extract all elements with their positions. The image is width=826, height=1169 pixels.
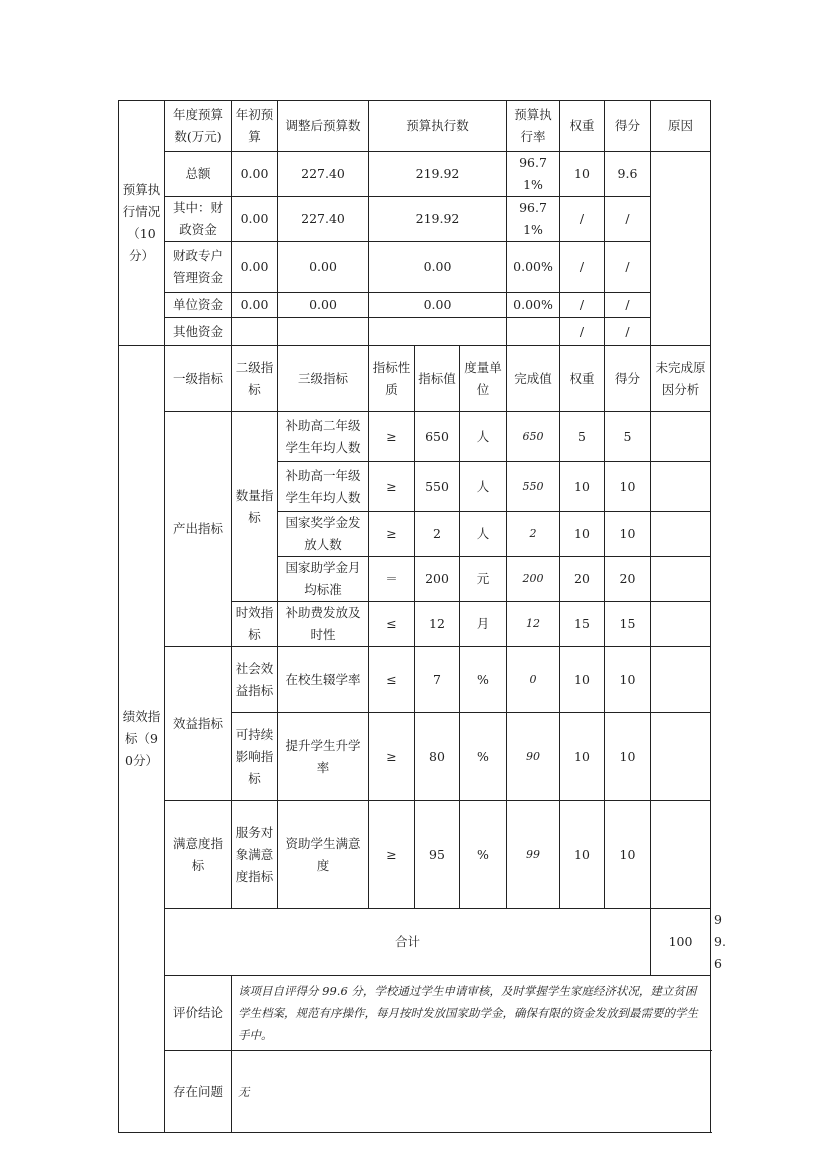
issues-text: 无 bbox=[232, 1051, 711, 1133]
issues-label: 存在问题 bbox=[165, 1051, 232, 1133]
level3-indicator: 国家奖学金发放人数 bbox=[278, 512, 369, 557]
level3-indicator: 补助高一年级学生年均人数 bbox=[278, 462, 369, 512]
budget-score: / bbox=[605, 242, 651, 293]
budget-header: 调整后预算数 bbox=[278, 101, 369, 152]
budget-adjusted bbox=[278, 318, 369, 346]
budget-section-label: 预算执行情况（10分） bbox=[119, 101, 165, 346]
completed-value: 550 bbox=[507, 462, 560, 512]
level3-indicator: 资助学生满意度 bbox=[278, 801, 369, 909]
total-label: 合计 bbox=[165, 909, 651, 976]
budget-rate: 0.00% bbox=[507, 242, 560, 293]
incomplete-reason bbox=[651, 713, 711, 801]
budget-initial: 0.00 bbox=[232, 242, 278, 293]
indicator-value: 95 bbox=[415, 801, 460, 909]
indicator-score: 20 bbox=[605, 557, 651, 602]
level3-indicator: 补助高二年级学生年均人数 bbox=[278, 412, 369, 462]
budget-weight: / bbox=[560, 197, 605, 242]
indicator-score: 10 bbox=[605, 801, 651, 909]
budget-adjusted: 227.40 bbox=[278, 197, 369, 242]
perf-header: 度量单位 bbox=[460, 346, 507, 412]
budget-score: 9.6 bbox=[605, 152, 651, 197]
indicator-score: 10 bbox=[605, 647, 651, 713]
level3-indicator: 补助费发放及时性 bbox=[278, 602, 369, 647]
perf-header: 未完成原因分析 bbox=[651, 346, 711, 412]
indicator-score: 10 bbox=[605, 462, 651, 512]
indicator-unit: % bbox=[460, 713, 507, 801]
budget-weight: 10 bbox=[560, 152, 605, 197]
completed-value: 90 bbox=[507, 713, 560, 801]
indicator-value: 7 bbox=[415, 647, 460, 713]
indicator-score: 10 bbox=[605, 512, 651, 557]
perf-header: 得分 bbox=[605, 346, 651, 412]
perf-header: 指标性质 bbox=[369, 346, 415, 412]
perf-header: 权重 bbox=[560, 346, 605, 412]
incomplete-reason bbox=[651, 557, 711, 602]
budget-initial: 0.00 bbox=[232, 152, 278, 197]
budget-initial bbox=[232, 318, 278, 346]
level2-sustain: 可持续影响指标 bbox=[232, 713, 278, 801]
indicator-weight: 15 bbox=[560, 602, 605, 647]
budget-header: 原因 bbox=[651, 101, 711, 152]
level1-satisfaction: 满意度指标 bbox=[165, 801, 232, 909]
indicator-score: 5 bbox=[605, 412, 651, 462]
indicator-nature: ≤ bbox=[369, 647, 415, 713]
level3-indicator: 提升学生升学率 bbox=[278, 713, 369, 801]
budget-header: 年度预算数(万元) bbox=[165, 101, 232, 152]
budget-rate: 96.71% bbox=[507, 197, 560, 242]
performance-section-label: 绩效指标（90分） bbox=[119, 346, 165, 1133]
perf-header: 二级指标 bbox=[232, 346, 278, 412]
indicator-unit: % bbox=[460, 647, 507, 713]
indicator-unit: 人 bbox=[460, 412, 507, 462]
budget-row-name: 总额 bbox=[165, 152, 232, 197]
budget-row-name: 其中：财政资金 bbox=[165, 197, 232, 242]
indicator-weight: 10 bbox=[560, 801, 605, 909]
indicator-value: 12 bbox=[415, 602, 460, 647]
budget-adjusted: 0.00 bbox=[278, 242, 369, 293]
budget-score: / bbox=[605, 318, 651, 346]
budget-header: 年初预算 bbox=[232, 101, 278, 152]
indicator-nature: ≥ bbox=[369, 412, 415, 462]
indicator-nature: ≥ bbox=[369, 512, 415, 557]
level1-benefit: 效益指标 bbox=[165, 647, 232, 801]
incomplete-reason bbox=[651, 512, 711, 557]
perf-header: 指标值 bbox=[415, 346, 460, 412]
budget-initial: 0.00 bbox=[232, 293, 278, 318]
indicator-value: 2 bbox=[415, 512, 460, 557]
budget-adjusted: 0.00 bbox=[278, 293, 369, 318]
budget-row-name: 财政专户管理资金 bbox=[165, 242, 232, 293]
incomplete-reason bbox=[651, 412, 711, 462]
indicator-nature: ≥ bbox=[369, 713, 415, 801]
conclusion-text: 该项目自评得分 99.6 分，学校通过学生申请审核，及时掌握学生家庭经济状况，建立贫困学生档案，规范有序操作，每月按时发放国家助学金，确保有限的资金发放到最需要的学生手中。 bbox=[232, 976, 711, 1051]
perf-header: 三级指标 bbox=[278, 346, 369, 412]
budget-row-name: 单位资金 bbox=[165, 293, 232, 318]
budget-executed: 219.92 bbox=[369, 152, 507, 197]
indicator-value: 200 bbox=[415, 557, 460, 602]
indicator-score: 15 bbox=[605, 602, 651, 647]
incomplete-reason bbox=[651, 801, 711, 909]
incomplete-reason bbox=[651, 647, 711, 713]
budget-header: 预算执行数 bbox=[369, 101, 507, 152]
budget-score: / bbox=[605, 197, 651, 242]
indicator-unit: 月 bbox=[460, 602, 507, 647]
completed-value: 12 bbox=[507, 602, 560, 647]
indicator-unit: 人 bbox=[460, 462, 507, 512]
indicator-score: 10 bbox=[605, 713, 651, 801]
indicator-value: 550 bbox=[415, 462, 460, 512]
evaluation-table: 预算执行情况（10分） 年度预算数(万元) 年初预算 调整后预算数 预算执行数 预算执行率 权重 得分 原因 总额 0.00 227.40 219.92 96.71% 10 9.6 其中：财政资金 0.00 227.40 219.92 96.71% / / 财政专户管理资金 0.00 0.00 0.00 0.00% / / 单位资金 0.00 0.00 0.00 0.00% / / 其他资金 / / 绩效指标（90分） 一级指标 二级指标 三级指标 指标性质 指标值 度量单位 完成值 权重 得分 未完成原因分析 产出指标 数量指标 补助高二年级学生年均人数 ≥ 650 人 650 5 5 补助高一年级学生年均人数 ≥ 550 人 550 10 10 国家奖学金发放人数 ≥ 2 人 2 10 10 国家助学金月均标准 ＝ 200 元 200 20 20 时效指标 补助费发放及时性 ≤ 12 月 12 15 15 效益指标 社会效益指标 在校生辍学率 ≤ 7 % 0 10 10 可持续影响指标 提升学生升学率 ≥ 80 % 90 10 10 满意度指标 服务对象满意度指标 资助学生满意度 ≥ 95 % 99 10 10 合计 100 99.6 评价结论 该项目自评得分 99.6 分，学校通过学生申请审核，及时掌握学生家庭经济状况，建立贫困学生档案，规范有序操作，每月按时发放国家助学金，确保有限的资金发放到最需要的学生手中。 存在问题 无 bbox=[118, 100, 711, 1133]
indicator-nature: ＝ bbox=[369, 557, 415, 602]
level3-indicator: 国家助学金月均标准 bbox=[278, 557, 369, 602]
completed-value: 0 bbox=[507, 647, 560, 713]
budget-reason bbox=[651, 152, 711, 346]
level2-social: 社会效益指标 bbox=[232, 647, 278, 713]
budget-weight: / bbox=[560, 318, 605, 346]
budget-executed: 0.00 bbox=[369, 242, 507, 293]
indicator-weight: 10 bbox=[560, 462, 605, 512]
conclusion-label: 评价结论 bbox=[165, 976, 232, 1051]
completed-value: 2 bbox=[507, 512, 560, 557]
budget-initial: 0.00 bbox=[232, 197, 278, 242]
indicator-nature: ≥ bbox=[369, 801, 415, 909]
budget-executed: 219.92 bbox=[369, 197, 507, 242]
budget-header: 预算执行率 bbox=[507, 101, 560, 152]
budget-executed: 0.00 bbox=[369, 293, 507, 318]
budget-rate: 0.00% bbox=[507, 293, 560, 318]
perf-header: 完成值 bbox=[507, 346, 560, 412]
indicator-weight: 10 bbox=[560, 512, 605, 557]
indicator-weight: 5 bbox=[560, 412, 605, 462]
budget-header: 得分 bbox=[605, 101, 651, 152]
budget-adjusted: 227.40 bbox=[278, 152, 369, 197]
indicator-nature: ≤ bbox=[369, 602, 415, 647]
budget-rate: 96.71% bbox=[507, 152, 560, 197]
indicator-value: 80 bbox=[415, 713, 460, 801]
total-weight: 100 bbox=[651, 909, 711, 976]
level2-service: 服务对象满意度指标 bbox=[232, 801, 278, 909]
incomplete-reason bbox=[651, 462, 711, 512]
indicator-nature: ≥ bbox=[369, 462, 415, 512]
indicator-weight: 10 bbox=[560, 647, 605, 713]
indicator-weight: 10 bbox=[560, 713, 605, 801]
budget-score: / bbox=[605, 293, 651, 318]
indicator-unit: % bbox=[460, 801, 507, 909]
budget-row-name: 其他资金 bbox=[165, 318, 232, 346]
indicator-unit: 元 bbox=[460, 557, 507, 602]
indicator-weight: 20 bbox=[560, 557, 605, 602]
budget-header: 权重 bbox=[560, 101, 605, 152]
indicator-value: 650 bbox=[415, 412, 460, 462]
completed-value: 200 bbox=[507, 557, 560, 602]
budget-rate bbox=[507, 318, 560, 346]
budget-executed bbox=[369, 318, 507, 346]
level3-indicator: 在校生辍学率 bbox=[278, 647, 369, 713]
completed-value: 650 bbox=[507, 412, 560, 462]
level1-output: 产出指标 bbox=[165, 412, 232, 647]
incomplete-reason bbox=[651, 602, 711, 647]
indicator-unit: 人 bbox=[460, 512, 507, 557]
level2-quantity: 数量指标 bbox=[232, 412, 278, 602]
budget-weight: / bbox=[560, 293, 605, 318]
completed-value: 99 bbox=[507, 801, 560, 909]
budget-weight: / bbox=[560, 242, 605, 293]
level2-timeliness: 时效指标 bbox=[232, 602, 278, 647]
perf-header: 一级指标 bbox=[165, 346, 232, 412]
